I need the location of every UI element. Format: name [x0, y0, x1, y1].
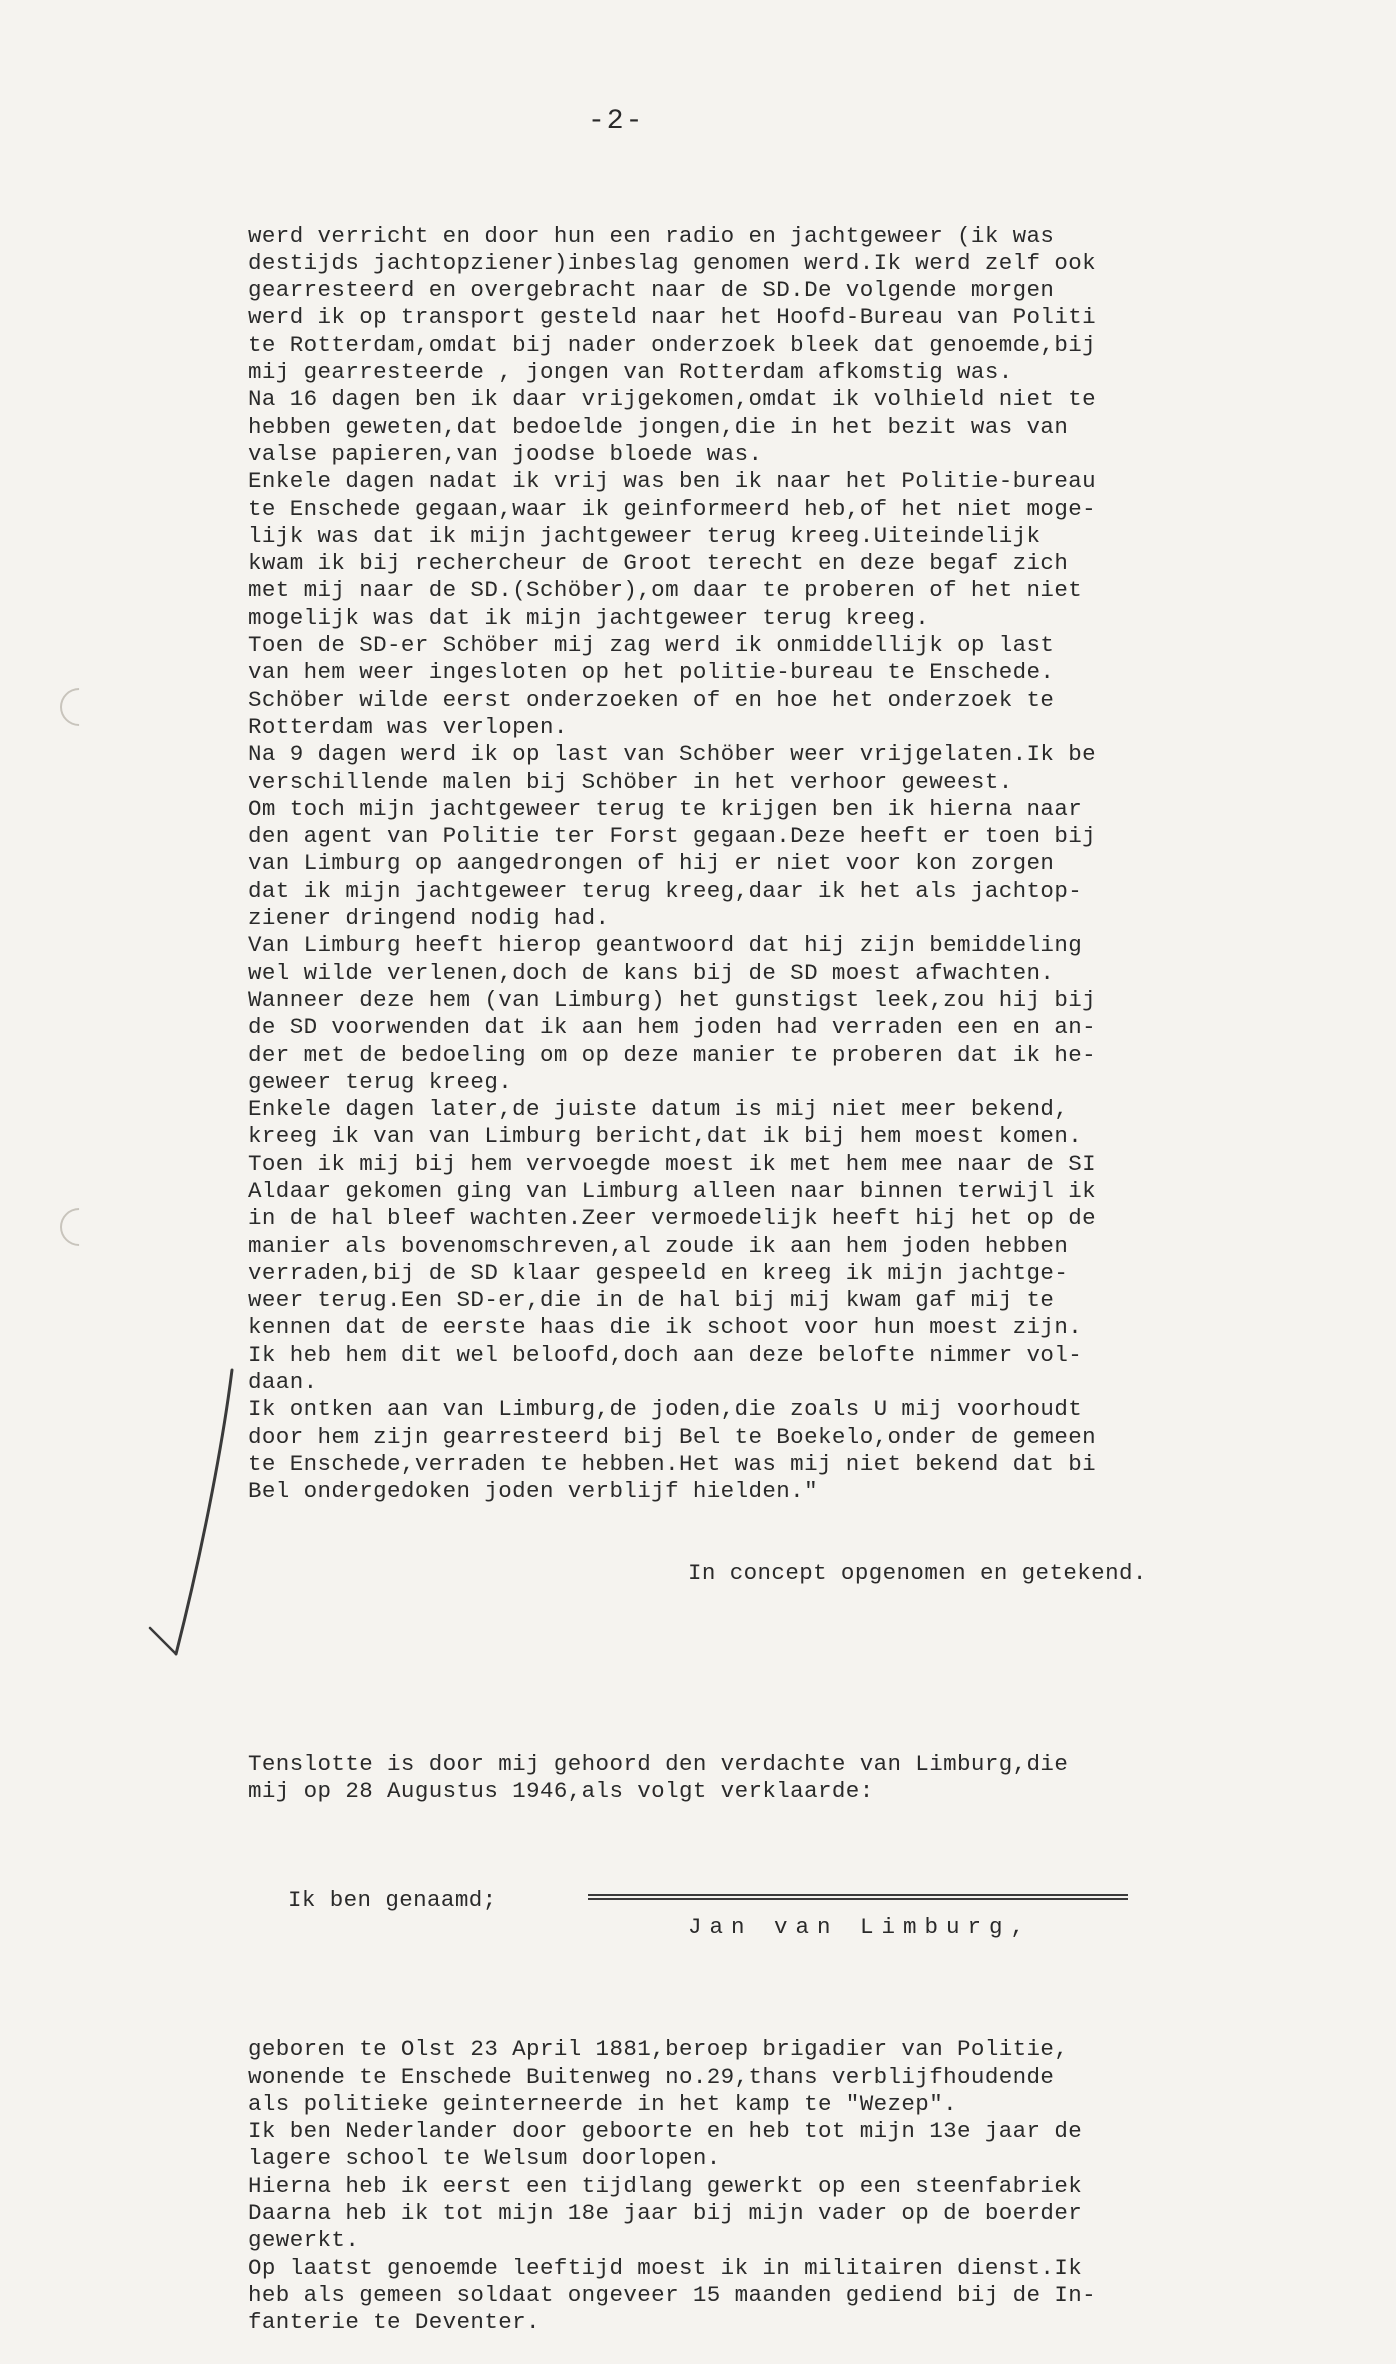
statement-line: gearresteerd en overgebracht naar de SD.De volgende morgen — [248, 277, 1055, 304]
name-double-underline — [588, 1894, 1128, 1900]
statement-line: Van Limburg heeft hierop geantwoord dat hij zijn bemiddeling — [248, 932, 1083, 959]
intro-text — [248, 1751, 1288, 1806]
statement-line: van hem weer ingesloten op het politie-bureau te Enschede. — [248, 659, 1055, 686]
statement-line: met mij naar de SD.(Schöber),om daar te proberen of het niet — [248, 577, 1083, 604]
intro-line: Tenslotte is door mij gehoord den verdachte van Limburg,die — [248, 1750, 1069, 1777]
bio-line: Hierna heb ik eerst een tijdlang gewerkt op een steenfabriek — [248, 2172, 1083, 2199]
statement-line: Bel ondergedoken joden verblijf hielden." — [248, 1478, 818, 1505]
statement-line: te Enschede gegaan,waar ik geinformeerd heb,of het niet moge- — [248, 495, 1097, 522]
statement-line: manier als bovenomschreven,al zoude ik aan hem joden hebben — [248, 1232, 1069, 1259]
bio-text — [248, 2036, 1288, 2336]
statement-line: dat ik mijn jachtgeweer terug kreeg,daar ik het als jachtop- — [248, 877, 1083, 904]
statement-line: verraden,bij de SD klaar gespeeld en kreeg ik mijn jachtge- — [248, 1259, 1069, 1286]
statement-line: weer terug.Een SD-er,die in de hal bij mij kwam gaf mij te — [248, 1287, 1055, 1314]
closing-line: In concept opgenomen en getekend. — [688, 1560, 1147, 1587]
document-body — [248, 168, 1288, 2364]
suspect-name: Jan van Limburg, — [688, 1914, 1033, 1941]
bio-line: als politieke geinterneerde in het kamp te "Wezep". — [248, 2090, 958, 2117]
statement-line: in de hal bleef wachten.Zeer vermoedelijk heeft hij het op de — [248, 1205, 1097, 1232]
statement-line: Ik ontken aan van Limburg,de joden,die zoals U mij voorhoudt — [248, 1396, 1083, 1423]
statement-line: te Rotterdam,omdat bij nader onderzoek bleek dat genoemde,bij — [248, 331, 1097, 358]
statement-line: Om toch mijn jachtgeweer terug te krijgen ben ik hierna naar — [248, 795, 1083, 822]
spacer — [248, 1642, 1288, 1696]
statement-line: Toen de SD-er Schöber mij zag werd ik onmiddellijk op last — [248, 632, 1055, 659]
statement-line: de SD voorwenden dat ik aan hem joden had verraden een en an- — [248, 1014, 1097, 1041]
statement-line: wel wilde verlenen,doch de kans bij de SD moest afwachten. — [248, 959, 1055, 986]
statement-line: te Enschede,verraden te hebben.Het was mij niet bekend dat bi — [248, 1450, 1097, 1477]
statement-line: kennen dat de eerste haas die ik schoot voor hun moest zijn. — [248, 1314, 1083, 1341]
statement-line: lijk was dat ik mijn jachtgeweer terug kreeg.Uiteindelijk — [248, 522, 1041, 549]
bio-line: lagere school te Welsum doorlopen. — [248, 2145, 721, 2172]
statement-line: ziener dringend nodig had. — [248, 905, 610, 932]
statement-line: Na 16 dagen ben ik daar vrijgekomen,omdat ik volhield niet te — [248, 386, 1097, 413]
statement-line: Enkele dagen later,de juiste datum is mij niet meer bekend, — [248, 1096, 1069, 1123]
statement-line: valse papieren,van joodse bloede was. — [248, 440, 763, 467]
name-prefix: Ik ben genaamd; — [288, 1887, 497, 1914]
statement-line: verschillende malen bij Schöber in het verhoor geweest. — [248, 768, 1013, 795]
statement-line: den agent van Politie ter Forst gegaan.Deze heeft er toen bij — [248, 823, 1097, 850]
bio-line: gewerkt. — [248, 2227, 360, 2254]
bio-line: fanterie te Deventer. — [248, 2309, 540, 2336]
statement-line: Enkele dagen nadat ik vrij was ben ik naar het Politie-bureau — [248, 468, 1097, 495]
statement-line: werd verricht en door hun een radio en jachtgeweer (ik was — [248, 222, 1055, 249]
statement-line: mogelijk was dat ik mijn jachtgeweer terug kreeg. — [248, 604, 930, 631]
name-line — [248, 1860, 1288, 1941]
statement-line: van Limburg op aangedrongen of hij er niet voor kon zorgen — [248, 850, 1055, 877]
statement-line: Rotterdam was verlopen. — [248, 713, 568, 740]
statement-line: door hem zijn gearresteerd bij Bel te Boekelo,onder de gemeen — [248, 1423, 1097, 1450]
statement-line: Wanneer deze hem (van Limburg) het gunstigst leek,zou hij bij — [248, 986, 1097, 1013]
statement-line: mij gearresteerde , jongen van Rotterdam afkomstig was. — [248, 359, 1013, 386]
spacer — [248, 1942, 1288, 1982]
statement-line: Ik heb hem dit wel beloofd,doch aan deze belofte nimmer vol- — [248, 1341, 1083, 1368]
statement-line: hebben geweten,dat bedoelde jongen,die in het bezit was van — [248, 413, 1069, 440]
statement-line: daan. — [248, 1369, 318, 1396]
statement-line: destijds jachtopziener)inbeslag genomen werd.Ik werd zelf ook — [248, 249, 1097, 276]
statement-line: kreeg ik van van Limburg bericht,dat ik bij hem moest komen. — [248, 1123, 1083, 1150]
bio-line: geboren te Olst 23 April 1881,beroep brigadier van Politie, — [248, 2036, 1069, 2063]
page-number: -2- — [588, 106, 645, 137]
statement-line: der met de bedoeling om op deze manier te proberen dat ik he- — [248, 1041, 1097, 1068]
statement-line: Toen ik mij bij hem vervoegde moest ik met hem mee naar de SI — [248, 1150, 1097, 1177]
bio-line: heb als gemeen soldaat ongeveer 15 maanden gediend bij de In- — [248, 2281, 1097, 2308]
statement-line: werd ik op transport gesteld naar het Hoofd-Bureau van Politi — [248, 304, 1097, 331]
statement-line: Aldaar gekomen ging van Limburg alleen naar binnen terwijl ik — [248, 1177, 1097, 1204]
bio-line: wonende te Enschede Buitenweg no.29,thans verblijfhoudende — [248, 2063, 1055, 2090]
statement-text — [248, 223, 1288, 1506]
bio-line: Op laatst genoemde leeftijd moest ik in militairen dienst.Ik — [248, 2254, 1083, 2281]
bio-line: Daarna heb ik tot mijn 18e jaar bij mijn vader op de boerder — [248, 2200, 1083, 2227]
intro-line: mij op 28 Augustus 1946,als volgt verklaarde: — [248, 1777, 874, 1804]
statement-line: kwam ik bij rechercheur de Groot terecht en deze begaf zich — [248, 550, 1069, 577]
bio-line: Ik ben Nederlander door geboorte en heb tot mijn 13e jaar de — [248, 2118, 1083, 2145]
statement-line: geweer terug kreeg. — [248, 1068, 513, 1095]
statement-line: Schöber wilde eerst onderzoeken of en hoe het onderzoek te — [248, 686, 1055, 713]
statement-line: Na 9 dagen werd ik op last van Schöber weer vrijgelaten.Ik be — [248, 741, 1097, 768]
